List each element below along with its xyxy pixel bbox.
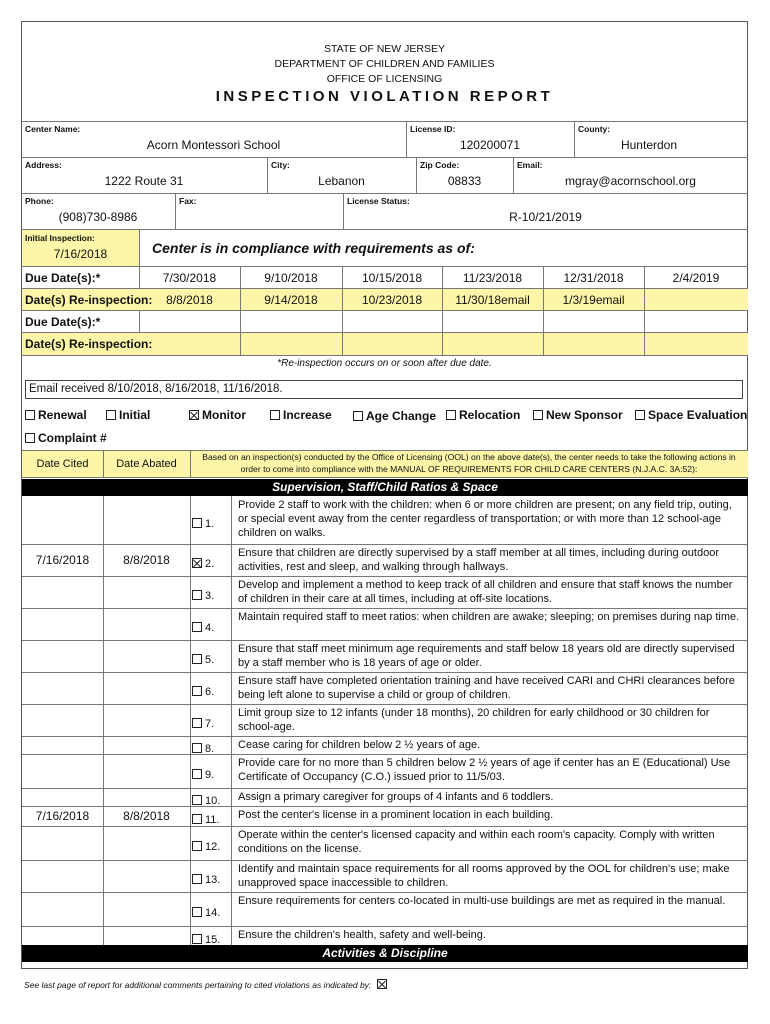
phone-field[interactable]: (908)730-8986	[58, 210, 138, 224]
type-renewal[interactable]: Renewal	[25, 408, 87, 422]
license-id-field[interactable]: 120200071	[459, 138, 521, 152]
violation-checkbox[interactable]	[192, 907, 202, 917]
violation-number[interactable]	[192, 739, 214, 757]
due-date-3[interactable]: 10/15/2018	[361, 271, 423, 285]
due-dates-label: Due Date(s):*	[25, 271, 101, 285]
header-line-department: DEPARTMENT OF CHILDREN AND FAMILIES	[274, 58, 495, 70]
violation-text: Cease caring for children below 2 ½ years of age.	[238, 739, 481, 751]
violation-text: Ensure that staff meet minimum age requirements and staff below 18 years old are directly supervised by a staff member who is 18 years of age or older.	[238, 643, 735, 669]
violation-text: Ensure that children are directly supervised by a staff member at all times, including during outdoor activities, rest and sleep, and walking through hallways.	[238, 547, 719, 573]
compliance-heading: Center is in compliance with requirements as of:	[152, 240, 475, 256]
due-date-4[interactable]: 11/23/2018	[462, 271, 523, 285]
violation-text: Ensure the children's health, safety and well-being.	[238, 929, 486, 941]
header-line-office: OFFICE OF LICENSING	[326, 73, 443, 85]
violation-checkbox[interactable]	[192, 841, 202, 851]
violation-number[interactable]	[192, 682, 214, 700]
type-space-evaluation[interactable]: Space Evaluation	[635, 408, 747, 422]
violation-checkbox[interactable]	[192, 769, 202, 779]
due-date-5[interactable]: 12/31/2018	[563, 271, 624, 285]
violation-number[interactable]	[192, 554, 214, 572]
type-complaint-checkbox[interactable]	[25, 433, 35, 443]
due-date-1[interactable]: 7/30/2018	[162, 271, 217, 285]
violation-checkbox[interactable]	[192, 686, 202, 696]
violation-number[interactable]	[192, 870, 220, 888]
date-abated-cell[interactable]: 8/8/2018	[123, 809, 170, 823]
email-label: Email:	[517, 160, 543, 170]
address-label: Address:	[25, 160, 62, 170]
violation-checkbox[interactable]	[192, 718, 202, 728]
reinspection-dates-label: Date(s) Re-inspection:	[25, 293, 153, 307]
violation-number[interactable]	[192, 514, 214, 532]
initial-inspection-date[interactable]: 7/16/2018	[53, 247, 108, 261]
violation-number-label: 12.	[205, 841, 221, 853]
phone-label: Phone:	[25, 196, 54, 206]
violation-checkbox[interactable]	[192, 518, 202, 528]
reinspection-dates-label-2: Date(s) Re-inspection:	[25, 337, 153, 351]
violation-number-label: 9.	[205, 769, 215, 781]
due-dates-label-2: Due Date(s):*	[25, 315, 101, 329]
type-initial-checkbox[interactable]	[106, 410, 116, 420]
type-space-evaluation-checkbox[interactable]	[635, 410, 645, 420]
instructions-text: Based on an inspection(s) conducted by the Office of Licensing (OOL) on the above date(s), the center needs to take the following actions in order to come into compliance with the MANUAL OF REQUIREMENTS FOR CHILD CARE CENTERS (N.J.A.C. 3A:52):	[202, 452, 736, 474]
type-new-sponsor-checkbox[interactable]	[533, 410, 543, 420]
license-id-label: License ID:	[410, 124, 456, 134]
type-monitor-checkbox[interactable]	[189, 410, 199, 420]
violation-number-label: 4.	[205, 622, 215, 634]
violation-number-label: 14.	[205, 907, 221, 919]
reinspection-note: *Re-inspection occurs on or soon after due date.	[277, 358, 492, 369]
violation-number-label: 2.	[205, 558, 215, 570]
type-relocation[interactable]: Relocation	[446, 408, 520, 422]
violation-number-label: 11.	[205, 814, 220, 826]
initial-inspection-label: Initial Inspection:	[25, 233, 95, 243]
report-title: INSPECTION VIOLATION REPORT	[215, 88, 554, 105]
violation-checkbox[interactable]	[192, 814, 202, 824]
violation-text: Develop and implement a method to keep track of all children and ensure that staff knows the number of children in their care at all times, including at off-site locations.	[238, 579, 733, 605]
violation-number-label: 5.	[205, 654, 215, 666]
footer-note	[24, 979, 390, 990]
county-field[interactable]: Hunterdon	[620, 138, 678, 152]
violation-number-label: 13.	[205, 874, 221, 886]
violation-checkbox[interactable]	[192, 622, 202, 632]
violation-number[interactable]	[192, 714, 214, 732]
footer-indicator-checkbox	[377, 979, 387, 989]
type-increase-checkbox[interactable]	[270, 410, 280, 420]
city-label: City:	[271, 160, 290, 170]
violation-checkbox[interactable]	[192, 590, 202, 600]
type-age-change[interactable]: Age Change	[353, 409, 436, 423]
due-date-6[interactable]: 2/4/2019	[672, 271, 720, 285]
center-name-label: Center Name:	[25, 124, 81, 134]
county-label: County:	[578, 124, 611, 134]
violation-number-label: 15.	[205, 933, 221, 946]
date-abated-cell[interactable]: 8/8/2018	[123, 553, 170, 567]
zip-label: Zip Code:	[420, 160, 460, 170]
violation-text: Maintain required staff to meet ratios: when children are awake; sleeping; on premises during nap time.	[238, 611, 740, 623]
license-status-label: License Status:	[347, 196, 410, 206]
reinspection-date-4[interactable]: 11/30/18email	[455, 293, 530, 307]
violation-number[interactable]	[192, 903, 220, 921]
violation-text: Ensure staff have completed orientation training and have received CARI and CHRI clearances before being left alone to supervise a child or group of children.	[238, 675, 735, 701]
violation-number[interactable]	[192, 791, 220, 809]
footer-note-text: See last page of report for additional comments pertaining to cited violations as indicated by:	[24, 980, 372, 990]
due-date-2[interactable]: 9/10/2018	[264, 271, 318, 285]
type-new-sponsor[interactable]: New Sponsor	[533, 408, 623, 422]
reinspection-date-1[interactable]: 8/8/2018	[166, 293, 213, 307]
section-supervision-bar: Supervision, Staff/Child Ratios & Space	[22, 479, 748, 496]
type-monitor[interactable]: Monitor	[189, 408, 246, 422]
violation-text: Provide care for no more than 5 children below 2 ½ years of age if center has an E (Educational) Use Certificate of Occupancy (C.O.) issued prior to 11/5/03.	[238, 757, 731, 783]
violation-checkbox[interactable]	[192, 654, 202, 664]
violation-checkbox[interactable]	[192, 743, 202, 753]
violation-number[interactable]	[192, 765, 214, 783]
date-cited-cell[interactable]: 7/16/2018	[35, 553, 90, 567]
violation-text: Limit group size to 12 infants (under 18 months), 20 children for early childhood or 30 children for school-age.	[238, 707, 710, 733]
violation-text: Provide 2 staff to work with the children: when 6 or more children are present; on any field trip, outing, or special event away from the center regardless of transportation; or with more than 12 school-age children on walks.	[238, 499, 732, 539]
violation-text: Post the center's license in a prominent location in each building.	[238, 809, 554, 821]
violation-text: Identify and maintain space requirements for all rooms approved by the OOL for children's use; make unapproved space inaccessible to children.	[238, 863, 730, 889]
type-complaint[interactable]: Complaint #	[25, 431, 107, 445]
violation-number-label: 6.	[205, 686, 215, 698]
violation-number-label: 8.	[205, 743, 215, 755]
violation-number[interactable]	[192, 586, 214, 604]
violation-text: Assign a primary caregiver for groups of 4 infants and 6 toddlers.	[238, 791, 554, 803]
violation-checkbox[interactable]	[192, 558, 202, 568]
city-field[interactable]: Lebanon	[318, 174, 365, 188]
violation-number-label: 10.	[205, 795, 221, 807]
email-received-text: Email received 8/10/2018, 8/16/2018, 11/16/2018.	[29, 383, 283, 395]
violation-number[interactable]	[192, 810, 219, 828]
date-abated-header: Date Abated	[116, 458, 177, 470]
violation-number-label: 3.	[205, 590, 215, 602]
type-age-change-checkbox[interactable]	[353, 411, 363, 421]
violation-number-label: 1.	[205, 518, 215, 530]
type-renewal-checkbox[interactable]	[25, 410, 35, 420]
zip-field[interactable]: 08833	[447, 174, 482, 188]
type-initial[interactable]: Initial	[106, 408, 150, 422]
violation-checkbox[interactable]	[192, 795, 202, 805]
header-line-state: STATE OF NEW JERSEY	[324, 43, 445, 55]
violation-number[interactable]	[192, 837, 220, 855]
violation-text: Ensure requirements for centers co-located in multi-use buildings are met as required in the manual.	[238, 895, 726, 907]
violation-text: Operate within the center's licensed capacity and within each room's capacity. Comply with written conditions on the license.	[238, 829, 715, 855]
violation-checkbox[interactable]	[192, 874, 202, 884]
address-field[interactable]: 1222 Route 31	[104, 174, 184, 188]
violation-number[interactable]	[192, 650, 214, 668]
center-name-field[interactable]: Acorn Montessori School	[146, 138, 281, 152]
date-cited-header: Date Cited	[36, 458, 89, 470]
violation-number[interactable]	[192, 618, 214, 636]
fax-label: Fax:	[179, 196, 197, 206]
violation-checkbox[interactable]	[192, 934, 202, 944]
reinspection-date-3[interactable]: 10/23/2018	[361, 293, 423, 307]
license-status-field[interactable]: R-10/21/2019	[509, 210, 582, 224]
type-increase[interactable]: Increase	[270, 408, 332, 422]
date-cited-cell[interactable]: 7/16/2018	[35, 809, 90, 823]
email-field[interactable]: mgray@acornschool.org	[565, 174, 696, 188]
section-activities-bar: Activities & Discipline	[22, 945, 748, 962]
reinspection-date-2[interactable]: 9/14/2018	[264, 293, 318, 307]
type-relocation-checkbox[interactable]	[446, 410, 456, 420]
violation-number-label: 7.	[205, 718, 215, 730]
reinspection-date-5[interactable]: 1/3/19email	[562, 293, 625, 307]
